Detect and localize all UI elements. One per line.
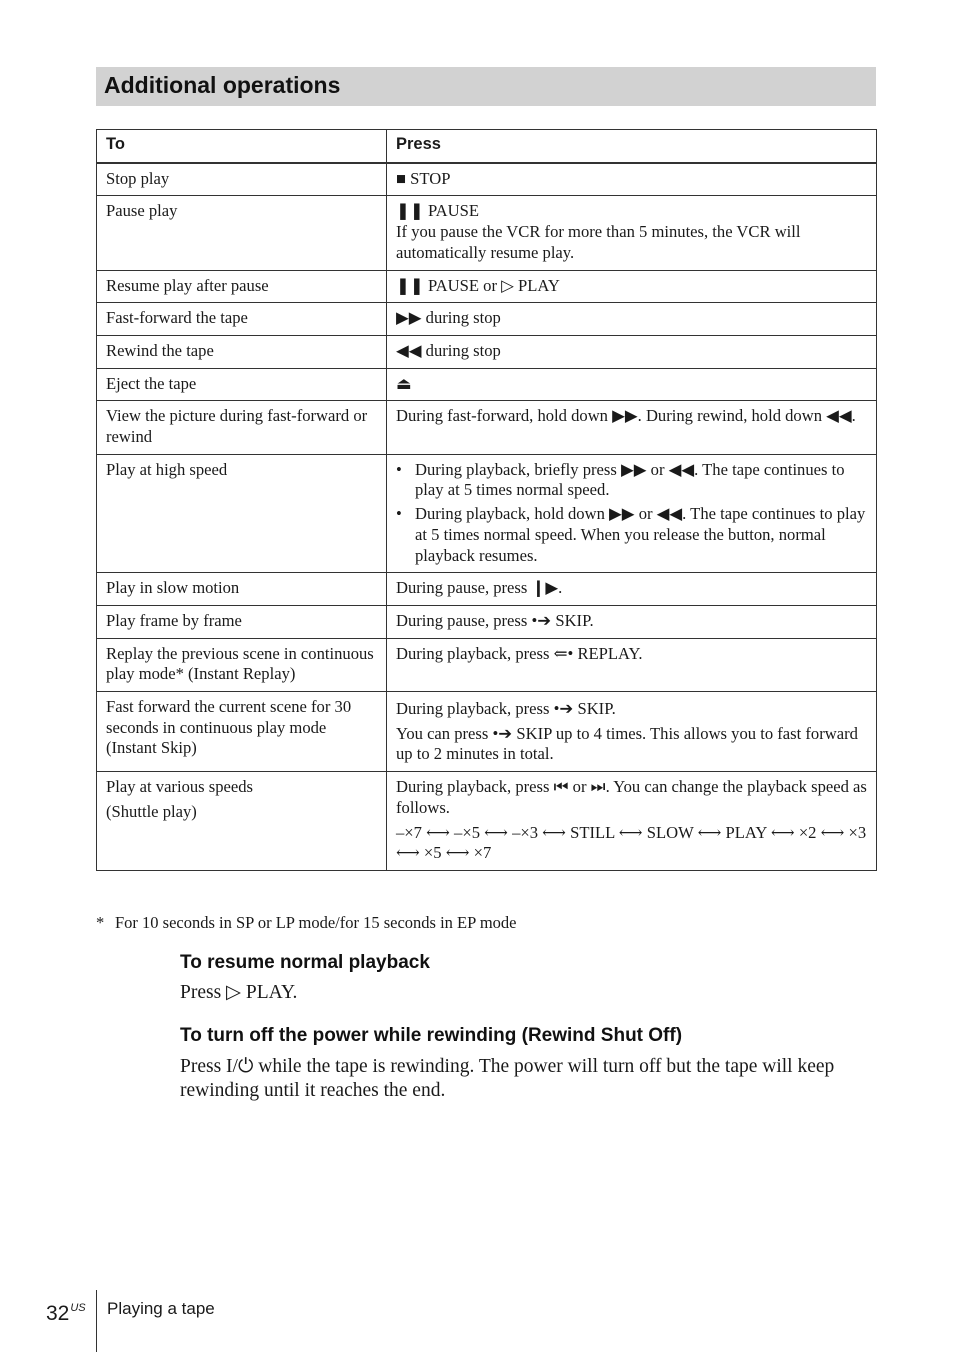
row-action: Fast forward the current scene for 30 seconds in continuous play mode (Instant Skip) xyxy=(97,692,387,772)
subsection-title-rewind-shut-off: To turn off the power while rewinding (Rewind Shut Off) xyxy=(180,1025,683,1046)
row-press xyxy=(387,196,877,270)
page-number xyxy=(46,1294,86,1328)
row-press xyxy=(387,163,877,196)
column-header-to: To xyxy=(97,130,387,163)
table-row xyxy=(97,368,877,401)
shuttle-speed-sequence: –×7 ⟷ –×5 ⟷ –×3 ⟷ STILL ⟷ SLOW ⟷ PLAY ⟷ ×2 ⟷ ×3 ⟷ ×5 ⟷ ×7 xyxy=(396,822,867,863)
footnote-text: For 10 seconds in SP or LP mode/for 15 seconds in EP mode xyxy=(115,913,517,932)
press-note: If you pause the VCR for more than 5 minutes, the VCR will automatically resume play. xyxy=(396,222,801,262)
press-note: You can press •➔ SKIP up to 4 times. This allows you to fast forward up to 2 minutes in total. xyxy=(396,723,858,764)
press-text: ■ STOP xyxy=(396,168,451,188)
page-number-value: 32 xyxy=(46,1302,70,1325)
press-text: ❚❚ PAUSE xyxy=(396,201,479,221)
table-row xyxy=(97,692,877,772)
table-header-row xyxy=(97,130,877,163)
row-press xyxy=(387,638,877,691)
table-row xyxy=(97,196,877,270)
row-action-label: Play at various speeds xyxy=(106,777,254,797)
list-item: • During playback, hold down ▶▶ or ◀◀. The tape continues to play at 5 times normal speed. When you release the button, normal playback resumes. xyxy=(396,504,867,566)
row-press xyxy=(387,454,877,573)
subsection-body-resume: Press ▷ PLAY. xyxy=(180,982,298,1003)
eject-icon: ⏏ xyxy=(396,373,412,393)
table-row xyxy=(97,772,877,871)
row-press xyxy=(387,772,877,871)
row-action: Play in slow motion xyxy=(97,573,387,606)
row-action: View the picture during fast-forward or rewind xyxy=(97,401,387,454)
row-press xyxy=(387,573,877,606)
row-action: Play at high speed xyxy=(97,454,387,573)
row-action: Eject the tape xyxy=(97,368,387,401)
press-text: ❚❚ PAUSE or ▷ PLAY xyxy=(396,275,560,295)
table-row xyxy=(97,270,877,303)
press-text: ▶▶ during stop xyxy=(396,308,501,328)
table-row xyxy=(97,638,877,691)
press-text: ◀◀ during stop xyxy=(396,340,501,360)
table-row xyxy=(97,605,877,638)
row-action xyxy=(97,772,387,871)
row-action: Fast-forward the tape xyxy=(97,303,387,336)
row-press xyxy=(387,401,877,454)
table-row xyxy=(97,303,877,336)
row-press xyxy=(387,303,877,336)
section-title: Additional operations xyxy=(104,72,341,98)
press-text: During playback, press •➔ SKIP. xyxy=(396,699,616,719)
table-row xyxy=(97,335,877,368)
footer-section-name: Playing a tape xyxy=(107,1299,215,1318)
section-header-bar xyxy=(96,67,876,106)
row-action: Rewind the tape xyxy=(97,335,387,368)
row-action: Replay the previous scene in continuous play mode* (Instant Replay) xyxy=(97,638,387,691)
row-press xyxy=(387,368,877,401)
table-row xyxy=(97,163,877,196)
list-item: • During playback, briefly press ▶▶ or ◀◀. The tape continues to play at 5 times normal speed. xyxy=(396,460,867,501)
footnote-marker: * xyxy=(96,913,105,932)
row-press xyxy=(387,270,877,303)
row-action: Pause play xyxy=(97,196,387,270)
subsection-body-rewind-shut-off: Press I/⏻ while the tape is rewinding. The power will turn off but the tape will keep rewinding until it reaches the end. xyxy=(180,1056,835,1101)
row-press xyxy=(387,335,877,368)
press-text: During playback, press ⇐• REPLAY. xyxy=(396,643,643,663)
table-row xyxy=(97,401,877,454)
row-press xyxy=(387,692,877,772)
press-text: During pause, press •➔ SKIP. xyxy=(396,610,594,630)
row-press xyxy=(387,605,877,638)
bullet-list xyxy=(396,460,867,567)
table-row xyxy=(97,454,877,573)
table-row xyxy=(97,573,877,606)
row-action: Stop play xyxy=(97,163,387,196)
page-number-suffix: US xyxy=(70,1302,86,1314)
footer-divider xyxy=(96,1290,97,1352)
row-action: Resume play after pause xyxy=(97,270,387,303)
row-action: Play frame by frame xyxy=(97,605,387,638)
column-header-press: Press xyxy=(387,130,877,163)
press-text: During playback, press ⏮ or ⏭. You can change the playback speed as follows. xyxy=(396,777,867,817)
table-footnote xyxy=(96,912,876,934)
row-action-sublabel: (Shuttle play) xyxy=(106,801,197,821)
press-text: During fast-forward, hold down ▶▶. During rewind, hold down ◀◀. xyxy=(396,406,856,426)
operations-table xyxy=(96,129,877,871)
press-text: During pause, press ❙▶. xyxy=(396,578,563,598)
subsection-title-resume: To resume normal playback xyxy=(180,952,430,973)
